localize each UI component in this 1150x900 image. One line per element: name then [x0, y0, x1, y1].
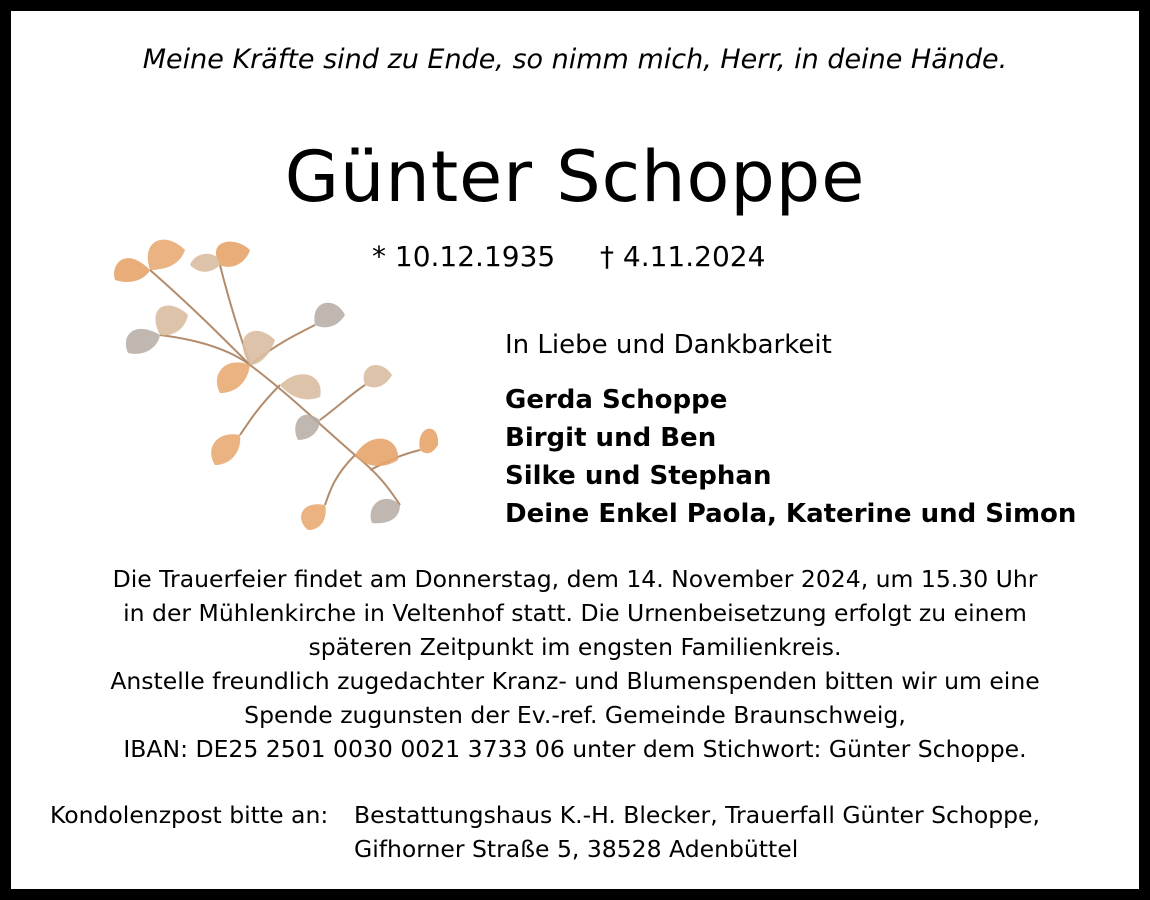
mourner-name: Silke und Stephan [505, 461, 772, 491]
motto-verse: Meine Kräfte sind zu Ende, so nimm mich, Herr, in deine Hände. [142, 44, 1008, 75]
mourner-name: Birgit und Ben [505, 423, 717, 453]
announcement-line: Anstelle freundlich zugedachter Kranz- und Blumenspenden bitten wir um eine [110, 667, 1040, 695]
address-line: Gifhorner Straße 5, 38528 Adenbüttel [354, 835, 799, 863]
announcement-line: Die Trauerfeier findet am Donnerstag, dem 14. November 2024, um 15.30 Uhr [112, 565, 1038, 593]
mourner-name: Deine Enkel Paola, Katerine und Simon [505, 499, 1077, 529]
ginkgo-leaves-icon [100, 225, 440, 535]
announcement-line: IBAN: DE25 2501 0030 0021 3733 06 unter dem Stichwort: Günter Schoppe. [123, 735, 1027, 763]
mourners-list [505, 381, 1076, 533]
announcement-line: Spende zugunsten der Ev.-ref. Gemeinde Braunschweig, [244, 701, 906, 729]
address-line: Bestattungshaus K.-H. Blecker, Trauerfall Günter Schoppe, [354, 801, 1040, 829]
dedication-line: In Liebe und Dankbarkeit [505, 330, 832, 360]
birth-date: * 10.12.1935 [372, 240, 556, 273]
announcement-line: in der Mühlenkirche in Veltenhof statt. Die Urnenbeisetzung erfolgt zu einem [123, 599, 1027, 627]
deceased-name: Günter Schoppe [284, 136, 866, 218]
announcement-line: späteren Zeitpunkt im engsten Familienkreis. [308, 633, 842, 661]
funeral-announcement [40, 562, 1110, 766]
condolence-address [354, 798, 1040, 866]
mourner-name: Gerda Schoppe [505, 385, 728, 415]
condolence-label: Kondolenzpost bitte an: [50, 801, 329, 829]
death-date: † 4.11.2024 [600, 240, 766, 273]
